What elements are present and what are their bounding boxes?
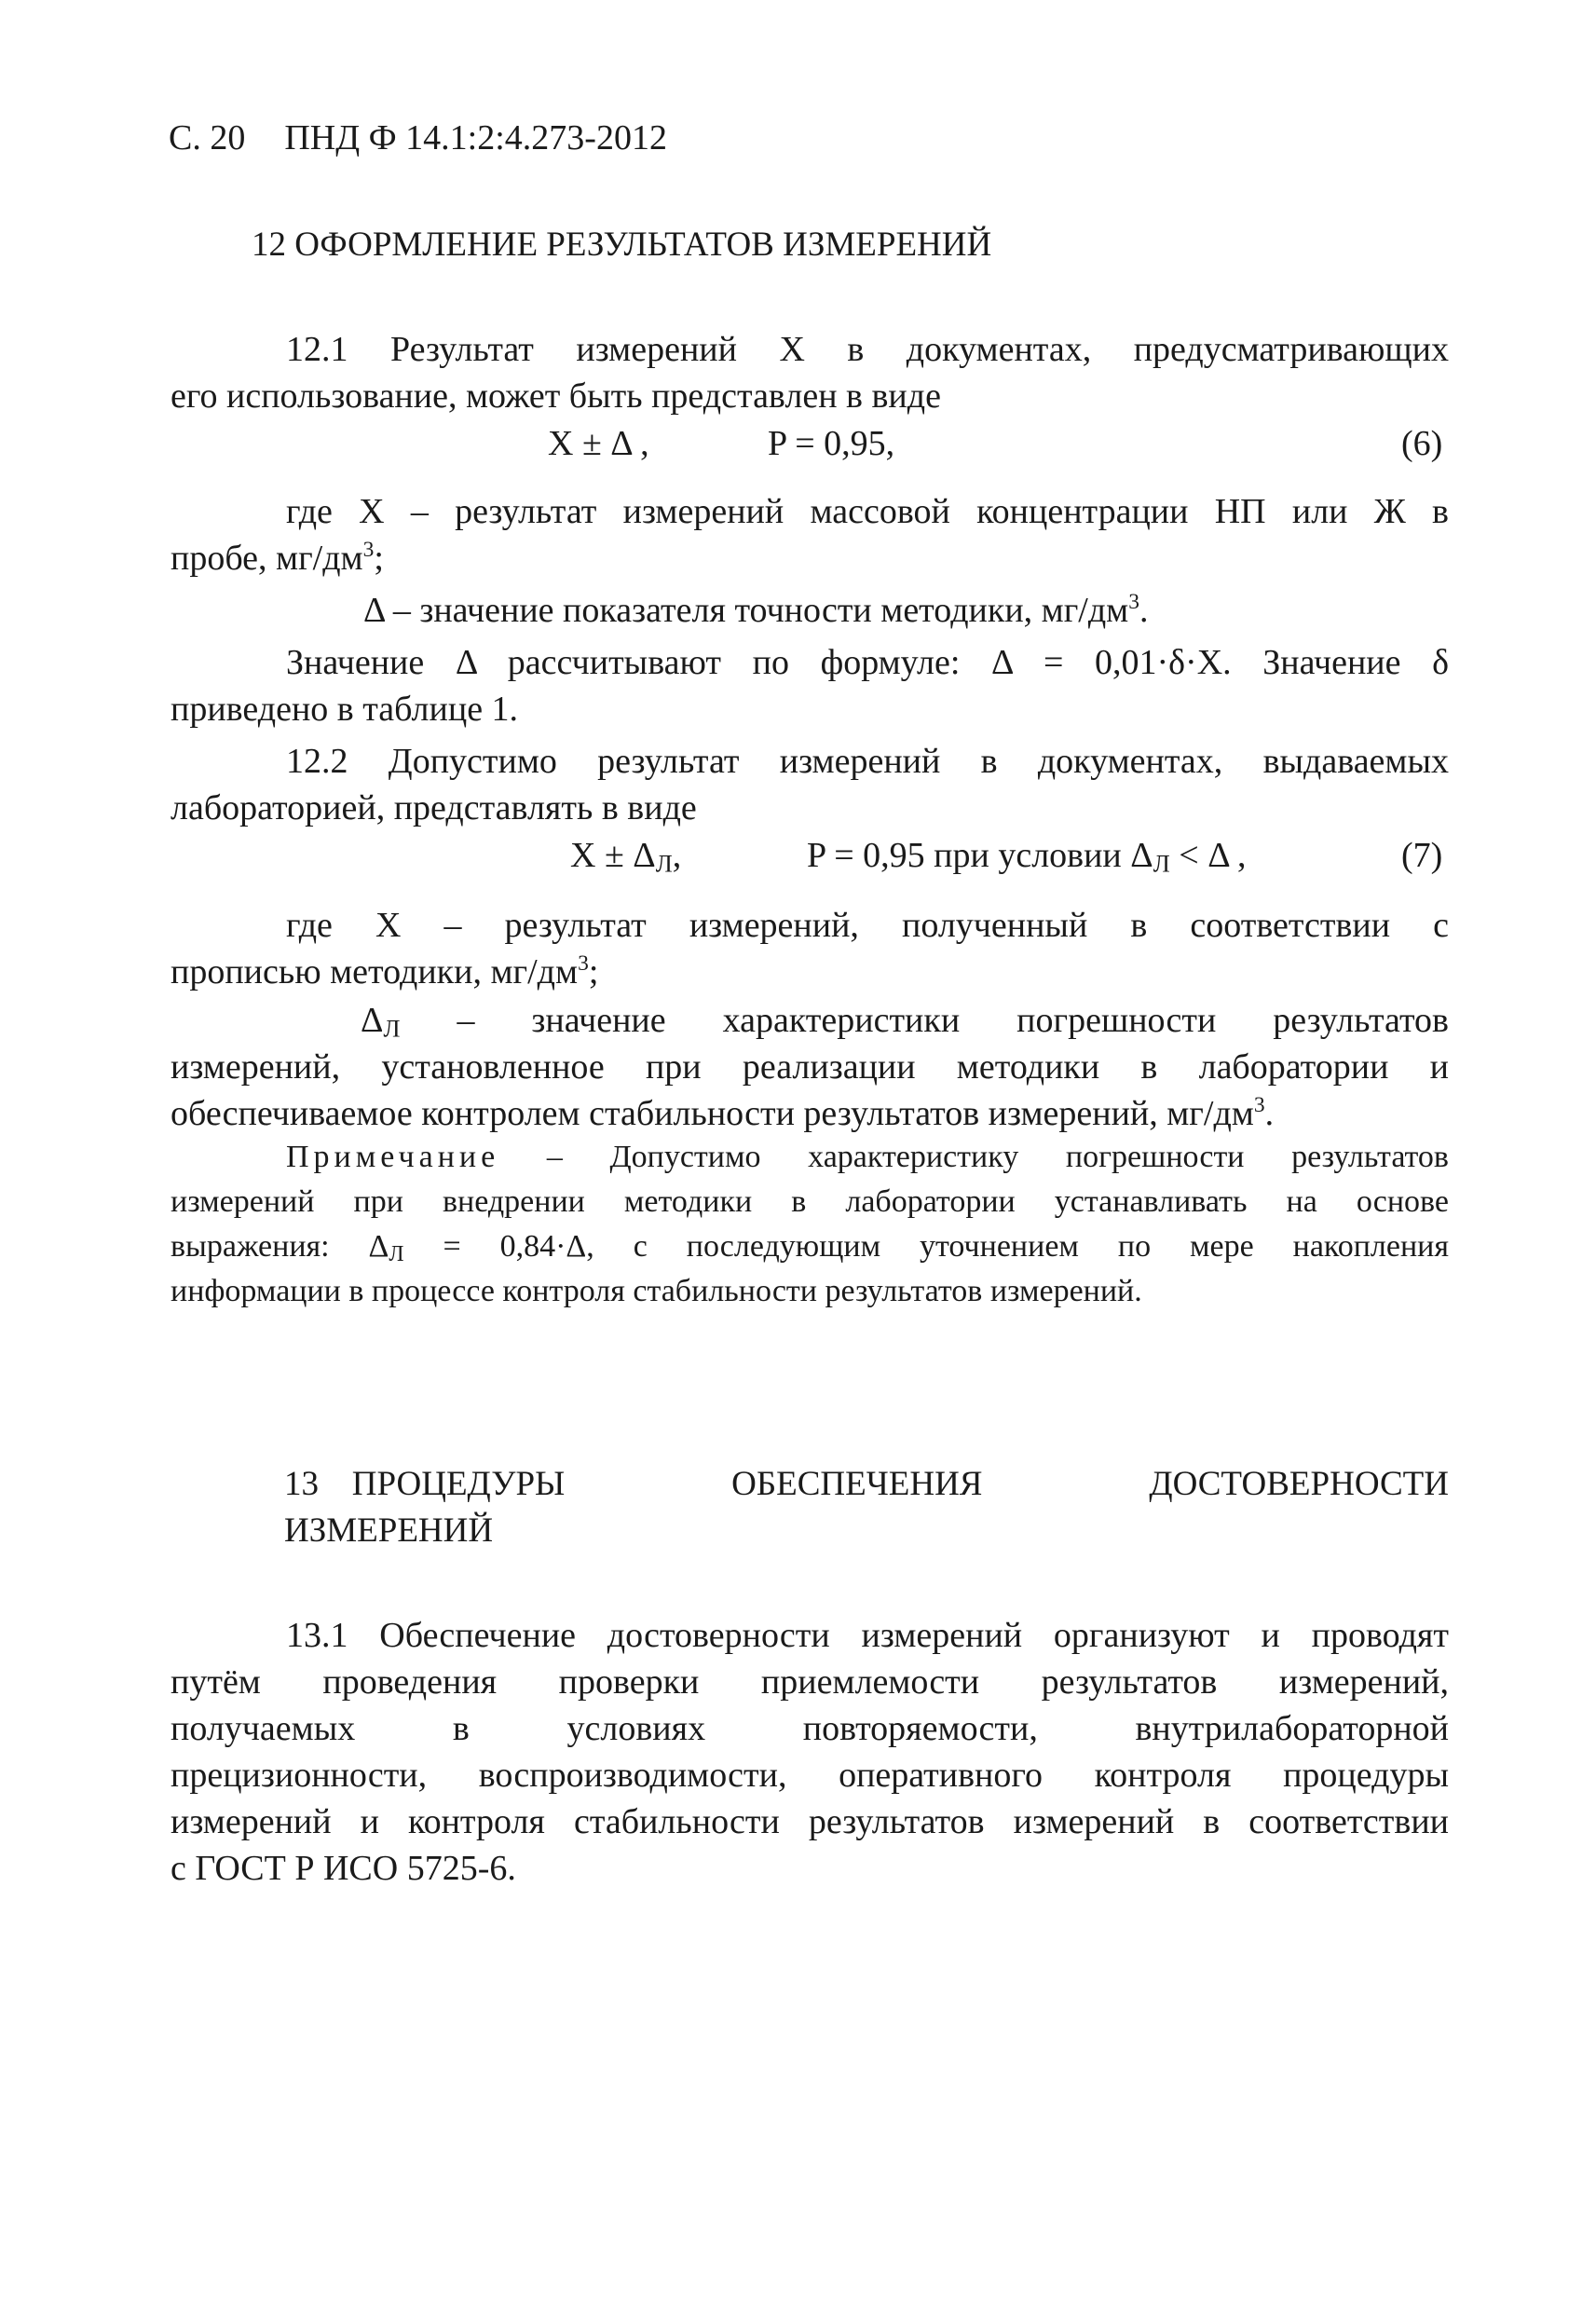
delta-definition-text: Δ – значение показателя точности методики, мг/дм [363, 591, 1129, 630]
unit-exponent: 3 [1128, 589, 1140, 614]
page-header [169, 117, 667, 158]
semicolon: ; [588, 952, 599, 991]
formula-6-condition: P = 0,95, [768, 424, 895, 463]
where-x2-definition [171, 902, 1449, 995]
formula-7-cond-subscript: Л [1153, 849, 1170, 878]
p12-1-line1: 12.1 Результат измерений X в документах, предусматривающих [286, 330, 1449, 369]
p12-1-line2: его использование, может быть представлен в виде [171, 376, 941, 416]
p13-1-line4: прецизионности, воспроизводимости, оперативного контроля процедуры [171, 1756, 1449, 1795]
period: . [1264, 1094, 1275, 1133]
delta-l-definition [171, 997, 1449, 1137]
p12-2-line2: лабораторией, представлять в виде [171, 788, 697, 827]
formula-7-expr-text: X ± Δ [570, 836, 656, 875]
formula-7-number: (7) [1401, 836, 1443, 875]
note-line1 [171, 1135, 1449, 1180]
delta-definition [363, 587, 1453, 634]
where-x-line2: пробе, мг/дм [171, 539, 363, 578]
delta-l-subscript: Л [383, 1014, 401, 1043]
formula-6-number: (6) [1401, 424, 1443, 463]
p12-2-line1: 12.2 Допустимо результат измерений в документах, выдаваемых [286, 742, 1449, 781]
p13-1-line3: получаемых в условиях повторяемости, внутрилабораторной [171, 1709, 1449, 1748]
note-subscript: Л [389, 1241, 404, 1266]
where-x-line1: где X – результат измерений массовой концентрации НП или Ж в [286, 492, 1449, 531]
formula-7-cond-end: < Δ , [1169, 836, 1247, 875]
formula-7-comma: , [672, 836, 682, 875]
formula-7-condition [807, 835, 1247, 876]
note-line4: информации в процессе контроля стабильности результатов измерений. [171, 1274, 1142, 1308]
section-13-heading-line1: 13 ПРОЦЕДУРЫ ОБЕСПЕЧЕНИЯ ДОСТОВЕРНОСТИ [284, 1465, 1449, 1503]
note-label: Примечание [286, 1140, 500, 1174]
where-x2-line1: где X – результат измерений, полученный в соответствии с [286, 906, 1449, 945]
formula-7-expression [570, 835, 681, 876]
delta-l-line3: обеспечиваемое контролем стабильности результатов измерений, мг/дм [171, 1094, 1254, 1133]
unit-exponent: 3 [578, 950, 589, 976]
paragraph-13-1 [171, 1612, 1449, 1892]
delta-l-line2: измерений, установленное при реализации методики в лаборатории и [171, 1047, 1449, 1087]
p13-1-line5: измерений и контроля стабильности результатов измерений в соответствии [171, 1802, 1449, 1841]
unit-exponent: 3 [362, 537, 375, 562]
where-x2-line2: прописью методики, мг/дм [171, 952, 579, 991]
note-line3 [171, 1224, 1449, 1269]
delta-calculation [171, 639, 1449, 732]
delta-l-symbol: Δ [361, 1001, 384, 1040]
unit-exponent: 3 [1253, 1092, 1265, 1117]
paragraph-12-1 [171, 326, 1449, 419]
where-x-definition [171, 488, 1449, 581]
section-13-heading [284, 1461, 1449, 1554]
section-12-heading: 12 ОФОРМЛЕНИЕ РЕЗУЛЬТАТОВ ИЗМЕРЕНИЙ [252, 226, 992, 264]
p13-1-line1: 13.1 Обеспечение достоверности измерений организуют и проводят [286, 1616, 1449, 1655]
delta-l-line1-text: – значение характеристики погрешности результатов [400, 1001, 1449, 1040]
delta-calc-line1: Значение Δ рассчитывают по формуле: Δ = 0,01·δ·X. Значение δ [286, 643, 1449, 682]
delta-calc-line2: приведено в таблице 1. [171, 690, 519, 729]
section-13-heading-line2: ИЗМЕРЕНИЙ [284, 1511, 494, 1550]
semicolon: ; [374, 539, 384, 578]
p13-1-line2: путём проведения проверки приемлемости результатов измерений, [171, 1662, 1449, 1702]
period: . [1139, 591, 1149, 630]
delta-l-line1 [171, 997, 1449, 1044]
note-line3-a: выражения: Δ [171, 1229, 389, 1264]
note-line1-text: – Допустимо характеристику погрешности результатов [499, 1140, 1449, 1174]
note [171, 1135, 1449, 1314]
formula-7-cond-text: P = 0,95 при условии Δ [807, 836, 1153, 875]
page-number: С. 20 [169, 118, 246, 157]
document-code: ПНД Ф 14.1:2:4.273-2012 [284, 118, 667, 157]
formula-7-subscript: Л [655, 849, 673, 878]
formula-6-expression: X ± Δ , [548, 424, 649, 463]
paragraph-12-2 [171, 738, 1449, 831]
note-line3-b: = 0,84·Δ, с последующим уточнением по мере накопления [403, 1229, 1449, 1264]
note-line2: измерений при внедрении методики в лаборатории устанавливать на основе [171, 1184, 1449, 1219]
p13-1-line6: с ГОСТ Р ИСО 5725-6. [171, 1849, 516, 1888]
